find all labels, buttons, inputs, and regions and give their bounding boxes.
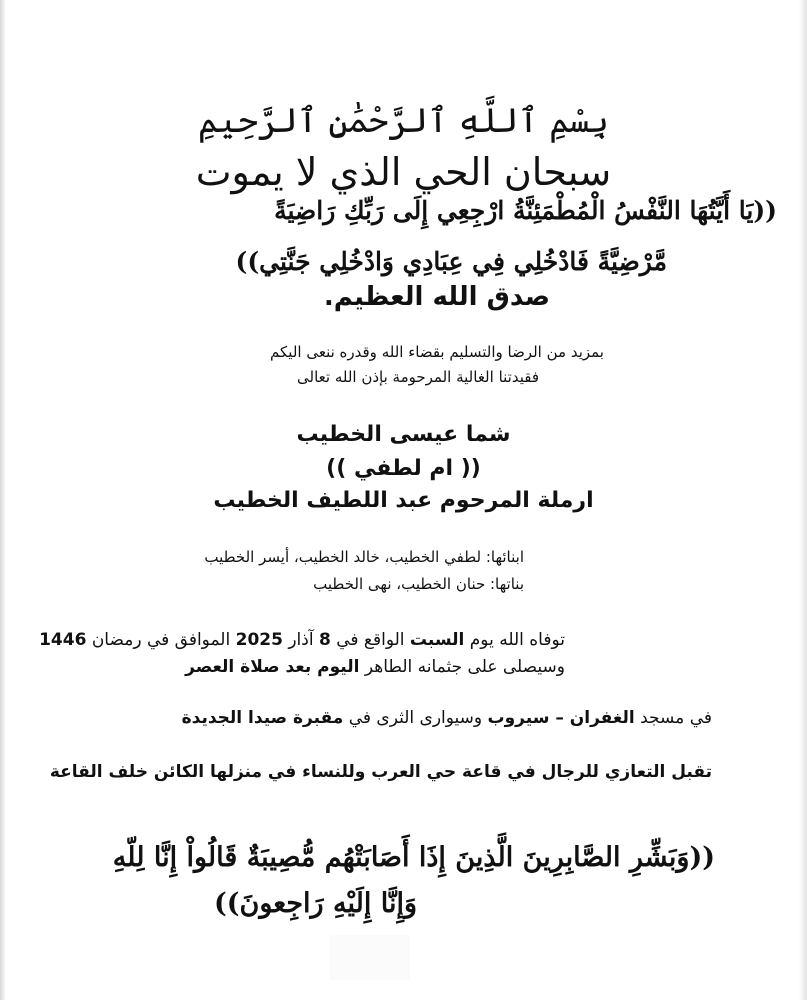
- prayer-time: اليوم بعد صلاة العصر: [185, 657, 360, 677]
- deceased-nickname: (( ام لطفي )): [326, 456, 481, 481]
- closing-verse-line-1: ((وَبَشِّرِ الصَّابِرِينَ الَّذِينَ إِذَا أَصَابَتْهُم مُّصِيبَةٌ قَالُواْ إِنَّا لِلّهِ: [112, 842, 715, 873]
- deceased-name: شما عيسى الخطيب: [296, 422, 511, 447]
- burial-mid: وسيوارى الثرى في: [343, 708, 488, 728]
- widow-of: ارملة المرحوم عبد اللطيف الخطيب: [213, 488, 594, 513]
- verse-closing: صدق الله العظيم.: [323, 282, 550, 312]
- death-month: آذار: [282, 630, 319, 650]
- death-date-line: [39, 630, 565, 650]
- cemetery-name: مقبرة صيدا الجديدة: [181, 708, 344, 728]
- daughters-list: بناتها: حنان الخطيب، نهى الخطيب: [313, 575, 524, 593]
- quran-verse-line-2: مَّرْضِيَّةً فَادْخُلِي فِي عِبَادِي وَادْخُلِي جَنَّتِي)): [235, 247, 667, 276]
- prayer-line: [185, 657, 565, 677]
- mosque-name: الغفران – سيروب: [487, 708, 635, 728]
- death-year: 2025: [235, 630, 283, 650]
- sons-list: ابنائها: لطفي الخطيب، خالد الخطيب، أيسر الخطيب: [204, 548, 524, 566]
- condolences-line: تقبل التعازي للرجال في قاعة حي العرب وللنساء في منزلها الكائن خلف القاعة: [49, 762, 712, 782]
- scan-smudge: [330, 935, 410, 980]
- death-mid: الواقع في: [330, 630, 410, 650]
- death-day: السبت: [409, 630, 465, 650]
- death-hijri-prefix: الموافق في رمضان: [86, 630, 236, 650]
- burial-line: [182, 708, 712, 728]
- heading: سبحان الحي الذي لا يموت: [195, 150, 612, 194]
- closing-verse-line-2: وَإِنَّا إِلَيْهِ رَاجِعونَ)): [213, 888, 417, 919]
- intro-line-2: فقيدتنا الغالية المرحومة بإذن الله تعالى: [297, 368, 539, 386]
- intro-line-1: بمزيد من الرضا والتسليم بقضاء الله وقدره ننعى اليكم: [270, 343, 604, 361]
- basmala: بِسْمِ ٱللَّهِ ٱلرَّحْمَٰنِ ٱلرَّحِيمِ: [198, 101, 609, 141]
- quran-verse-line-1: ((يَا أَيَّتُهَا النَّفْسُ الْمُطْمَئِنَّةُ ارْجِعِي إِلَى رَبِّكِ رَاضِيَةً: [274, 196, 777, 225]
- mosque-prefix: في مسجد: [634, 708, 712, 728]
- death-date: 8: [318, 630, 331, 650]
- death-prefix: توفاه الله يوم: [464, 630, 565, 650]
- death-hijri-year: 1446: [39, 630, 87, 650]
- prayer-prefix: وسيصلى على جثمانه الطاهر: [359, 657, 565, 677]
